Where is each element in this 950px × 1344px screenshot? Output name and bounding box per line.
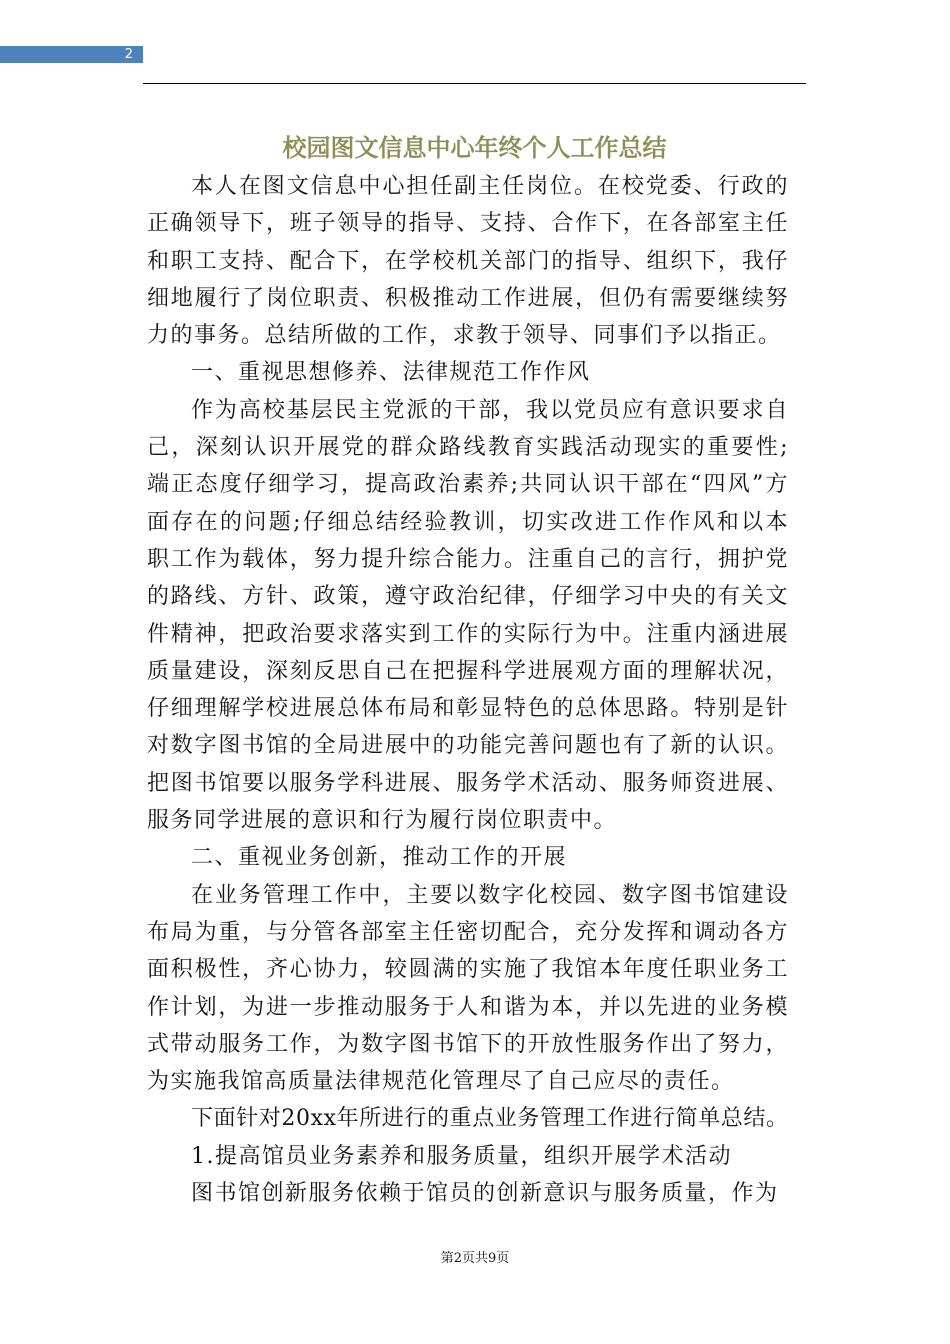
paragraph-subsection-1: 图书馆创新服务依赖于馆员的创新意识与服务质量，作为 bbox=[191, 1181, 779, 1207]
page-number: 2 bbox=[124, 47, 133, 62]
subsection-heading-1: 1.提高馆员业务素养和服务质量，组织开展学术活动 bbox=[191, 1143, 732, 1169]
paragraph-intro: 本人在图文信息中心担任副主任岗位。在校党委、行政的正确领导下，班子领导的指导、支持、合作下，在各部室主任和职工支持、配合下，在学校机关部门的指导、组织下，我仔细地履行了岗位职责、积极推动工作进展，但仍有需要继续努力的事务。总结所做的工作，求教于领导、同事们予以指正。 bbox=[147, 174, 789, 349]
document-body bbox=[147, 168, 789, 1212]
header-divider bbox=[143, 83, 806, 84]
page-footer: 第2页共9页 bbox=[440, 1251, 510, 1266]
paragraph-section-2: 在业务管理工作中，主要以数字化校园、数字图书馆建设布局为重，与分管各部室主任密切配合，充分发挥和调动各方面积极性，齐心协力，较圆满的实施了我馆本年度任职业务工作计划，为进一步推动服务于人和谐为本，并以先进的业务模式带动服务工作，为数字图书馆下的开放性服务作出了努力，为实施我馆高质量法律规范化管理尽了自己应尽的责任。 bbox=[147, 882, 789, 1095]
document-title: 校园图文信息中心年终个人工作总结 bbox=[282, 134, 667, 162]
section-heading-1: 一、重视思想修养、法律规范工作作风 bbox=[191, 360, 591, 386]
page-number-tab bbox=[0, 46, 143, 63]
section-heading-2: 二、重视业务创新，推动工作的开展 bbox=[191, 845, 568, 871]
paragraph-summary-intro: 下面针对20xx年所进行的重点业务管理工作进行简单总结。 bbox=[191, 1106, 789, 1132]
paragraph-section-1: 作为高校基层民主党派的干部，我以党员应有意识要求自己，深刻认识开展党的群众路线教育实践活动现实的重要性;端正态度仔细学习，提高政治素养;共同认识干部在“四风”方面存在的问题;仔细总结经验教训，切实改进工作作风和以本职工作为载体，努力提升综合能力。注重自己的言行，拥护党的路线、方针、政策，遵守政治纪律，仔细学习中央的有关文件精神，把政治要求落实到工作的实际行为中。注重内涵进展质量建设，深刻反思自己在把握科学进展观方面的理解状况，仔细理解学校进展总体布局和彰显特色的总体思路。特别是针对数字图书馆的全局进展中的功能完善问题也有了新的认识。把图书馆要以服务学科进展、服务学术活动、服务师资进展、服务同学进展的意识和行为履行岗位职责中。 bbox=[147, 397, 789, 834]
